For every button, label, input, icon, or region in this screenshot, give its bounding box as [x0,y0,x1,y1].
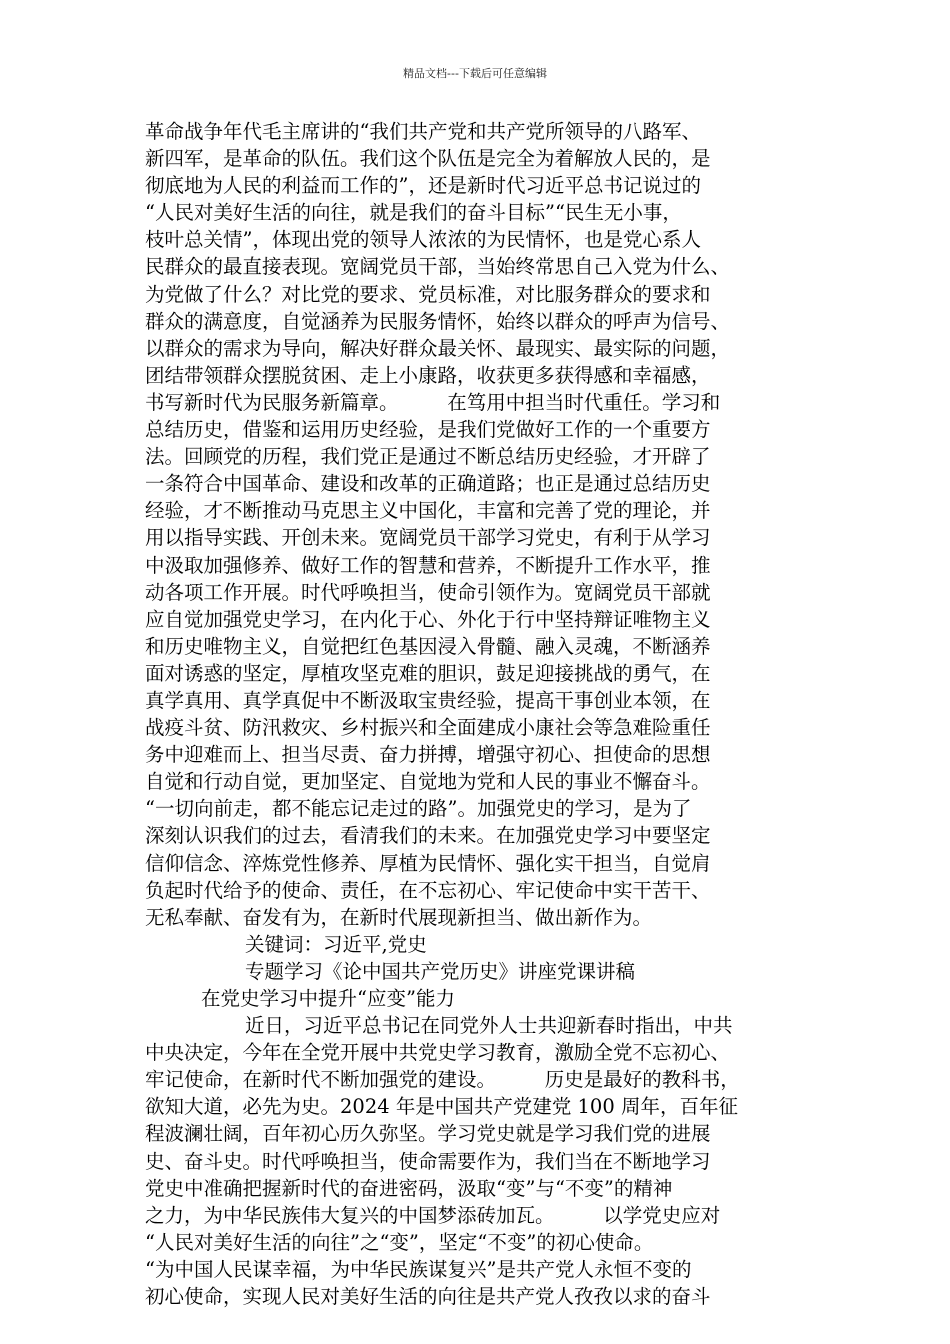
text-line: “人民对美好生活的向往”之“变”，坚定“不变”的初心使命。 [145,1230,654,1254]
text-line: 之力，为中华民族伟大复兴的中国梦添砖加瓦。 以学党史应对 [145,1203,721,1227]
text-line: 为党做了什么？对比党的要求、党员标准，对比服务群众的要求和 [145,282,711,306]
text-line: 真学真用、真学真促中不断汲取宝贵经验，提高干事创业本领，在 [145,688,711,712]
text-line: 初心使命，实现人民对美好生活的向往是共产党人孜孜以求的奋斗 [145,1285,711,1309]
text-line: “为中国人民谋幸福，为中华民族谋复兴”是共产党人永恒不变的 [145,1257,692,1281]
text-line: “人民对美好生活的向往，就是我们的奋斗目标”“民生无小事， [145,201,682,225]
text-line: 战疫斗贫、防汛救灾、乡村振兴和全面建成小康社会等急难险重任 [145,716,711,740]
text-line: 经验，才不断推动马克思主义中国化，丰富和完善了党的理论，并 [145,499,711,523]
text-line: 动各项工作开展。时代呼唤担当，使命引领作为。宽阔党员干部就 [145,580,711,604]
text-line: 党史中准确把握新时代的奋进密码，汲取“变”与“不变”的精神 [145,1176,673,1200]
text-line: 以群众的需求为导向，解决好群众最关怀、最现实、最实际的问题， [145,336,731,360]
text-line: 近日，习近平总书记在同党外人士共迎新春时指出，中共 [245,1014,733,1038]
document-body [145,118,810,1310]
text-line: 民群众的最直接表现。宽阔党员干部，当始终常思自己入党为什么、 [145,255,731,279]
text-line: 深刻认识我们的过去，看清我们的未来。在加强党史学习中要坚定 [145,824,711,848]
text-line: 在党史学习中提升“应变”能力 [201,987,455,1010]
text-line: 专题学习《论中国共产党历史》讲座党课讲稿 [245,959,636,983]
text-line: “一切向前走，都不能忘记走过的路”。加强党史的学习，是为了 [145,797,692,821]
page-header: 精品文档---下载后可任意编辑 [403,67,547,80]
text-line: 牢记使命，在新时代不断加强党的建设。 历史是最好的教科书， [145,1068,740,1092]
text-line: 负起时代给予的使命、责任，在不忘初心、牢记使命中实干苦干、 [145,878,711,902]
text-line: 中央决定，今年在全党开展中共党史学习教育，激励全党不忘初心、 [145,1041,731,1065]
text-line: 团结带领群众摆脱贫困、走上小康路，收获更多获得感和幸福感， [145,363,711,387]
text-line: 务中迎难而上、担当尽责、奋力拼搏，增强守初心、担使命的思想 [145,743,711,767]
text-line: 用以指导实践、开创未来。宽阔党员干部学习党史，有利于从学习 [145,526,711,550]
text-line: 自觉和行动自觉，更加坚定、自觉地为党和人民的事业不懈奋斗。 [145,770,711,794]
text-line: 面对诱惑的坚定，厚植攻坚克难的胆识，鼓足迎接挑战的勇气，在 [145,661,711,685]
text-line: 枝叶总关情”，体现出党的领导人浓浓的为民情怀，也是党心系人 [145,228,701,252]
text-line: 关键词：习近平,党史 [245,932,427,956]
text-line: 群众的满意度，自觉涵养为民服务情怀，始终以群众的呼声为信号、 [145,309,731,333]
text-line: 欲知大道，必先为史。2024 年是中国共产党建党 100 周年，百年征 [145,1095,738,1119]
text-line: 信仰信念、淬炼党性修养、厚植为民情怀、强化实干担当，自觉肩 [145,851,711,875]
text-line: 书写新时代为民服务新篇章。 在笃用中担当时代重任。学习和 [145,390,721,414]
text-line: 中汲取加强修养、做好工作的智慧和营养，不断提升工作水平，推 [145,553,711,577]
text-line: 应自觉加强党史学习，在内化于心、外化于行中坚持辩证唯物主义 [145,607,711,631]
text-line: 史、奋斗史。时代呼唤担当，使命需要作为，我们当在不断地学习 [145,1149,711,1173]
text-line: 新四军，是革命的队伍。我们这个队伍是完全为着解放人民的，是 [145,147,711,171]
text-line: 和历史唯物主义，自觉把红色基因浸入骨髓、融入灵魂，不断涵养 [145,634,711,658]
text-line: 总结历史，借鉴和运用历史经验，是我们党做好工作的一个重要方 [145,418,711,442]
text-line: 无私奉献、奋发有为，在新时代展现新担当、做出新作为。 [145,905,653,929]
text-line: 一条符合中国革命、建设和改革的正确道路；也正是通过总结历史 [145,472,711,496]
text-line: 革命战争年代毛主席讲的“我们共产党和共产党所领导的八路军、 [145,120,701,143]
text-line: 彻底地为人民的利益而工作的”，还是新时代习近平总书记说过的 [145,174,701,198]
text-line: 法。回顾党的历程，我们党正是通过不断总结历史经验，才开辟了 [145,445,711,469]
text-line: 程波澜壮阔，百年初心历久弥坚。学习党史就是学习我们党的进展 [145,1122,711,1146]
